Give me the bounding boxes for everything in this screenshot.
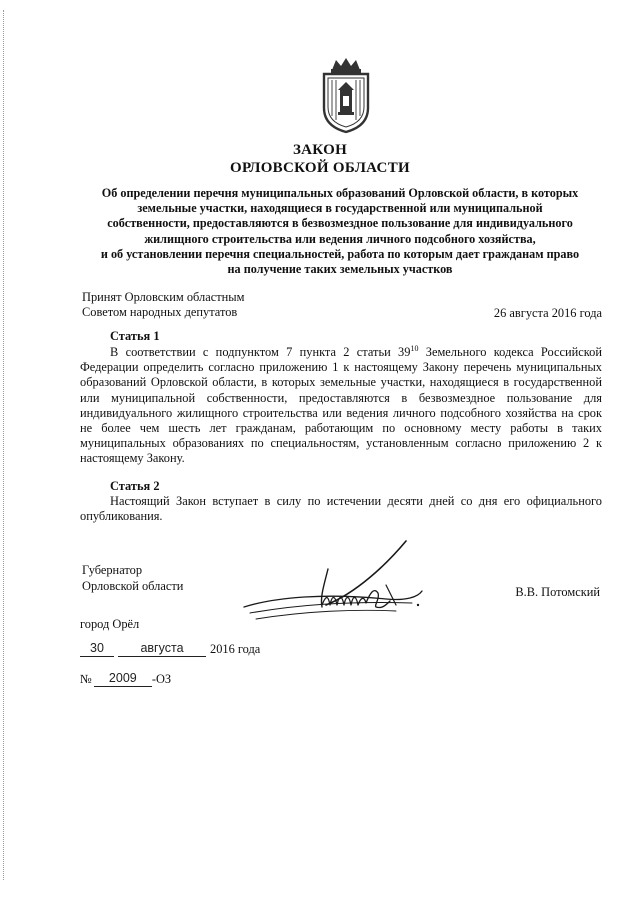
law-number-value: 2009 (108, 671, 137, 685)
adopted-by-line: Принят Орловским областным (82, 290, 245, 304)
law-number-field (94, 672, 152, 687)
adopted-by-line: Советом народных депутатов (82, 305, 238, 319)
subtitle-line: собственности, предоставляются в безвозмездное пользование для индивидуального (107, 216, 573, 231)
subtitle-line: жилищного строительства или ведения личного подсобного хозяйства, (144, 231, 536, 246)
region-title: ОРЛОВСКОЙ ОБЛАСТИ (230, 160, 410, 176)
number-sign: № (80, 672, 92, 686)
subtitle-line: на получение таких земельных участков (227, 262, 453, 277)
signing-month-field (118, 642, 206, 657)
governor-name: В.В. Потомский (515, 585, 600, 599)
article-1-title: Статья 1 (110, 329, 160, 343)
governor-signature (236, 535, 426, 625)
article-2-text (80, 494, 602, 524)
governor-title-line: Губернатор (82, 563, 143, 577)
governor-title-block (82, 563, 183, 594)
document-type-title: ЗАКОН (292, 142, 348, 158)
governor-title-line: Орловской области (82, 578, 184, 593)
subtitle-line: земельные участки, находящиеся в государственной или муниципальной (137, 201, 543, 216)
signing-day-field (80, 642, 114, 657)
law-number (80, 672, 171, 687)
article-superscript: 10 (410, 343, 419, 353)
adoption-date: 26 августа 2016 года (493, 306, 602, 320)
signing-year: 2016 года (210, 642, 261, 656)
city-name: город Орёл (80, 617, 140, 631)
subtitle-line: Об определении перечня муниципальных образований Орловской области, в которых (101, 186, 579, 200)
adopted-by-block (82, 290, 244, 320)
article-1-text-part: В соответствии с подпунктом 7 пункта 2 статьи 39 (110, 345, 411, 359)
scan-edge-line (3, 10, 4, 880)
article-1-text (80, 345, 602, 467)
subtitle-line: и об установлении перечня специальностей, работа по которым дает гражданам право (100, 246, 580, 261)
law-subtitle (70, 186, 610, 277)
article-1-text-part: Земельного кодекса Российской Федерации определить согласно приложению 1 к настоящему Закону перечень муниципальных образований Орловской области, в которых земельные участки, находящиеся в государственной или муниципальной собственности, предоставляются в безвозмездное пользование для индивидуального жилищного строительства или ведения личного подсобного хозяйства на срок не более чем шесть лет гражданам, работающим по основному месту работы в таких муниципальных образованиях по специальностям, установленным согласно приложению 2 к настоящему Закону. (80, 345, 602, 466)
signing-date (80, 642, 260, 657)
signing-day: 30 (90, 641, 104, 655)
law-number-suffix: -ОЗ (151, 672, 172, 686)
coat-of-arms-icon (318, 56, 374, 134)
article-2-title: Статья 2 (110, 479, 160, 493)
signing-month: августа (140, 641, 184, 655)
article-2-text-part: Настоящий Закон вступает в силу по истечении десяти дней со дня его официального опубликования. (80, 494, 602, 524)
